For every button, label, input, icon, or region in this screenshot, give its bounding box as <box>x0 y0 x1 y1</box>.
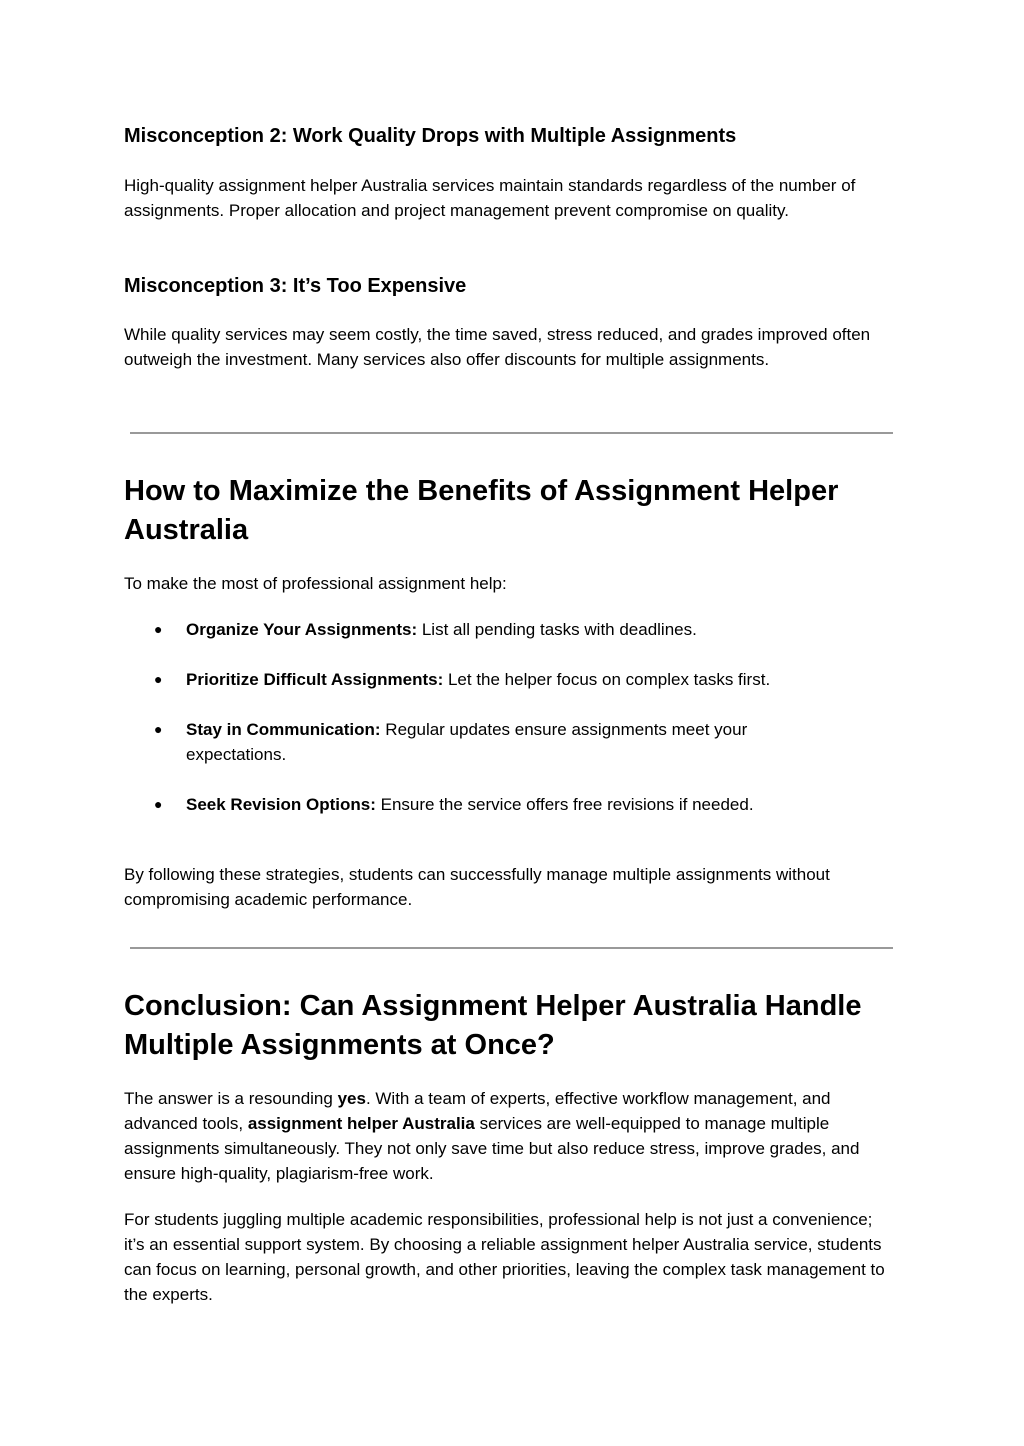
misconception-3-body: While quality services may seem costly, the time saved, stress reduced, and grades improved often outweigh the investment. Many services also offer discounts for multiple assignments. <box>124 325 871 369</box>
list-item: ● Prioritize Difficult Assignments: Let the helper focus on complex tasks first. <box>124 667 894 692</box>
divider <box>130 432 893 434</box>
maximize-heading: How to Maximize the Benefits of Assignment Helper Australia <box>124 475 839 546</box>
maximize-outro: By following these strategies, students can successfully manage multiple assignments without compromising academic performance. <box>124 865 830 909</box>
conclusion-heading: Conclusion: Can Assignment Helper Australia Handle Multiple Assignments at Once? <box>124 990 862 1061</box>
misconception-2-heading: Misconception 2: Work Quality Drops with Multiple Assignments <box>124 125 737 147</box>
tips-list <box>124 617 894 817</box>
list-item: ● Stay in Communication: Regular updates ensure assignments meet your expectations. <box>124 717 894 767</box>
maximize-intro: To make the most of professional assignment help: <box>124 574 507 593</box>
misconception-2-body: High-quality assignment helper Australia services maintain standards regardless of the number of assignments. Proper allocation and project management prevent compromise on quality. <box>124 176 856 220</box>
misconception-3-heading: Misconception 3: It’s Too Expensive <box>124 275 467 297</box>
list-item: ● Seek Revision Options: Ensure the service offers free revisions if needed. <box>124 792 894 817</box>
list-item: ● Organize Your Assignments: List all pending tasks with deadlines. <box>124 617 894 642</box>
conclusion-paragraph-1: The answer is a resounding yes. With a team of experts, effective workflow management, and advanced tools, assignment helper Australia services are well-equipped to manage multiple assignments simultaneously. They not only save time but also reduce stress, improve grades, and ensure high-quality, plagiarism-free work. <box>124 1089 860 1183</box>
conclusion-paragraph-2: For students juggling multiple academic responsibilities, professional help is not just a convenience; it’s an essential support system. By choosing a reliable assignment helper Australia service, students can focus on learning, personal growth, and other priorities, leaving the complex task management to the experts. <box>124 1210 885 1304</box>
divider <box>130 947 893 949</box>
